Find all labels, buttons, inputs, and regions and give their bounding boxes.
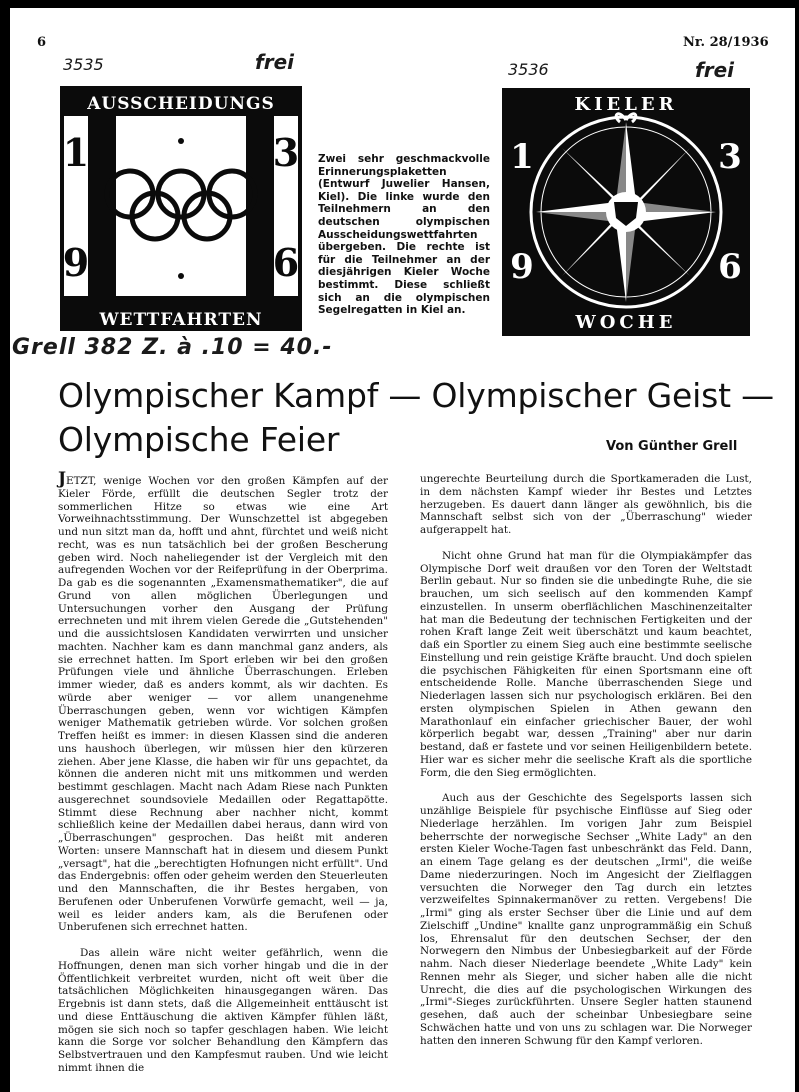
handwritten-margin-note: Grell 382 Z. à .10 = 40.- — [12, 335, 333, 360]
plaque-right-digit-6: 6 — [718, 247, 742, 287]
plaque-left-bottom-text: WETTFAHRTEN — [99, 310, 263, 330]
handwritten-note-right-word: frei — [695, 58, 734, 82]
scan-border-right — [795, 0, 799, 1092]
handwritten-note-left-word: frei — [255, 50, 294, 74]
handwritten-note-right-number: 3536 — [508, 60, 549, 79]
plaque-right-digit-1: 1 — [510, 137, 534, 177]
scan-border-left — [0, 0, 10, 1092]
plaque-right-top-text: KIELER — [574, 94, 678, 115]
issue-number: Nr. 28/1936 — [683, 35, 769, 50]
article-title-line-2: Olympische Feier — [58, 420, 340, 459]
article-paragraph: Nicht ohne Grund hat man für die Olympiakämpfer das Olympische Dorf weit draußen vor den Toren der Weltstadt Berlin gebaut. Nur so finden sie die unbedingte Ruhe, die sie brauchen, um sich seelisch auf den kommenden Kampf einzustellen. In unserm oberflächlichen Maschinenzeitalter hat man die Bedeutung der technischen Fertigkeiten und der rohen Kraft lange Zeit weit überschätzt und kaum beachtet, daß ein Sportler zu einem Sieg auch eine bestimmte seelische Einstellung und rein geistige Kräfte braucht. Und doch spielen die psychischen Fähigkeiten für einen Sportsmann eine oft entscheidende Rolle. Manche überraschenden Siege und Niederlagen lassen sich nur psychologisch erklären. Bei den ersten olympischen Spielen in Athen gewann den Marathonlauf ein einfacher griechischer Bauer, der wohl körperlich begabt war, dessen „Training" aber nur darin bestand, daß er fastete und vor seinen Heiligenbildern betete. Hier war es sicher mehr die seelische Kraft als die sportliche Form, die den Sieg ermöglichten. — [420, 549, 753, 779]
plaque-right-digit-9: 9 — [510, 247, 534, 287]
plaque-left-digit-1: 1 — [62, 130, 90, 175]
olympic-rings-plaque-image — [60, 86, 302, 331]
article-paragraph: Auch aus der Geschichte des Segelsports lassen sich unzählige Beispiele für psychische Einflüsse auf Sieg oder Niederlage herzählen. Im vorigen Jahr zum Beispiel beherrschte der norwegische Sechser „White Lady" an den ersten Kieler Woche-Tagen fast unbeschränkt das Feld. Dann, an einem Tage gelang es der deutschen „Irmi", die weiße Dame niederzuringen. Noch im Angesicht der Zielflaggen versuchten die Norweger den Tag durch ein letztes verzweifeltes Spinnakermanöver zu retten. Vergebens! Die „Irmi" ging als erster Sechser über die Linie und auf dem Zielschiff „Undine" knallte ganz unprogrammäßig ein Schuß los, Ehrensalut für den deutschen Sechser, der den Norwegern den Nimbus der Unbesiegbarkeit auf der Förde nahm. Nach dieser Niederlage beendete „White Lady" kein Rennen mehr als Sieger, und sicher haben alle die nicht Unrecht, die dies auf die psychologischen Wirkungen des „Irmi"-Sieges zurückführten. Unsere Segler hatten staunend gesehen, daß auch der scheinbar Unbesiegbare seine Schwächen hatte und von uns zu schlagen war. Die Norweger hatten den inneren Schwung für den Kampf verloren. — [420, 792, 752, 1047]
plaque-left-digit-6: 6 — [272, 240, 300, 285]
plaque-ausscheidungswettfahrten — [60, 86, 302, 331]
plaque-kieler-woche — [502, 88, 750, 336]
handwritten-note-left-number: 3535 — [63, 55, 104, 74]
scan-border-top — [0, 0, 799, 8]
plaque-right-bottom-text: WOCHE — [575, 312, 677, 333]
page-number: 6 — [37, 35, 47, 50]
plaque-left-digit-3: 3 — [272, 130, 300, 175]
plaque-left-digit-9: 9 — [62, 240, 90, 285]
compass-rose-plaque-image — [502, 88, 750, 336]
article-paragraph: ungerechte Beurteilung durch die Sportkameraden die Lust, in dem nächsten Kampf wieder ihr Bestes und Letztes herzugeben. Es dauert dann länger als gewöhnlich, bis die Mannschaft selbst sich von der „Überraschung" wieder aufgerappelt hat. — [420, 473, 752, 536]
article-author: Von Günther Grell — [606, 439, 738, 454]
article-column-left — [58, 469, 388, 1088]
article-paragraph: JETZT, wenige Wochen vor den großen Kämpfen auf der Kieler Förde, erfüllt die deutschen Segler trotz der sommerlichen Hitze so etwas wie eine Art Vorweihnachtsstimmung. Der Wunschzettel ist abgegeben und nun sitzt man da, hofft und ahnt, fürchtet und weiß nicht recht, was es nun tatsächlich bei der großen Bescherung geben wird. Noch naheliegender ist der Vergleich mit den aufregenden Wochen vor der Reifeprüfung in der Oberprima. Da gab es die sogenannten „Examensmathematiker", die auf Grund von allen möglichen Überlegungen und Untersuchungen vorher den Ausgang der Prüfung errechneten und mit ihrem vielen Gerede die „Gutstehenden" und die aussichtslosen Kandidaten verwirrten und unsicher machten. Nachher kam es dann manchmal ganz anders, als sie errechnet hatten. Im Sport erleben wir bei den großen Prüfungen viele und ähnliche Überraschungen. Erleben immer wieder, daß es anders kommt, als wir dachten. Es würde aber weniger — vor allem unangenehme Überraschungen geben, wenn vor wichtigen Kämpfen weniger Mathematik getrieben würde. Vor solchen großen Treffen heißt es immer: in diesen Klassen sind die anderen uns haushoch überlegen, wir müssen hier den kürzeren ziehen. Aber jene Klasse, die haben wir für uns gepachtet, da können die anderen nicht mit uns mitkommen und werden bestimmt geschlagen. Macht nach Adam Riese nach Punkten ausgerechnet soundsoviele Medaillen oder Regattapötte. Stimmt diese Rechnung aber nachher nicht, kommt schließlich keine der Medaillen dabei heraus, dann wird von „Überraschungen" gesprochen. Das heißt mit anderen Worten: unsere Mannschaft hat in diesem und diesem Punkt „versagt", hat die „berechtigten Hofnungen nicht erfüllt". Und das Endergebnis: offen oder geheim werden den Steuerleuten und den Mannschaften, die ihr Bestes hergaben, von Berufenen oder Unberufenen Vorwürfe gemacht, weil — ja, weil es leider anders kam, als die Berufenen oder Unberufenen sich errechnet hatten. — [58, 469, 388, 934]
article-column-right — [420, 473, 752, 1060]
plaque-caption: Zwei sehr geschmackvolle Erinnerungsplaketten (Entwurf Juwelier Hansen, Kiel). Die linke wurde den Teilnehmern an den deutschen olympischen Ausscheidungswettfahrten übergeben. Die rechte ist für die Teilnehmer an der diesjährigen Kieler Woche bestimmt. Diese schließt sich an die olympischen Segelregatten in Kiel an. — [318, 153, 490, 317]
article-paragraph: Das allein wäre nicht weiter gefährlich, wenn die Hoffnungen, denen man sich vorher hingab und die in der Öffentlichkeit verbreitet wurden, nicht oft weit über die tatsächlichen Möglichkeiten hinausgegangen wären. Das Ergebnis ist dann stets, daß die Allgemeinheit enttäuscht ist und diese Enttäuschung die aktiven Kämpfer fühlen läßt, mögen sie sich noch so tapfer geschlagen haben. Wie leicht kann die Sorge vor solcher Behandlung den Kämpfern das Selbstvertrauen und den Kampfesmut rauben. Und wie leicht nimmt ihnen die — [58, 947, 388, 1074]
article-title-line-1: Olympischer Kampf — Olympischer Geist — — [58, 376, 774, 415]
plaque-right-digit-3: 3 — [718, 137, 742, 177]
plaque-left-top-text: AUSSCHEIDUNGS — [87, 94, 275, 114]
